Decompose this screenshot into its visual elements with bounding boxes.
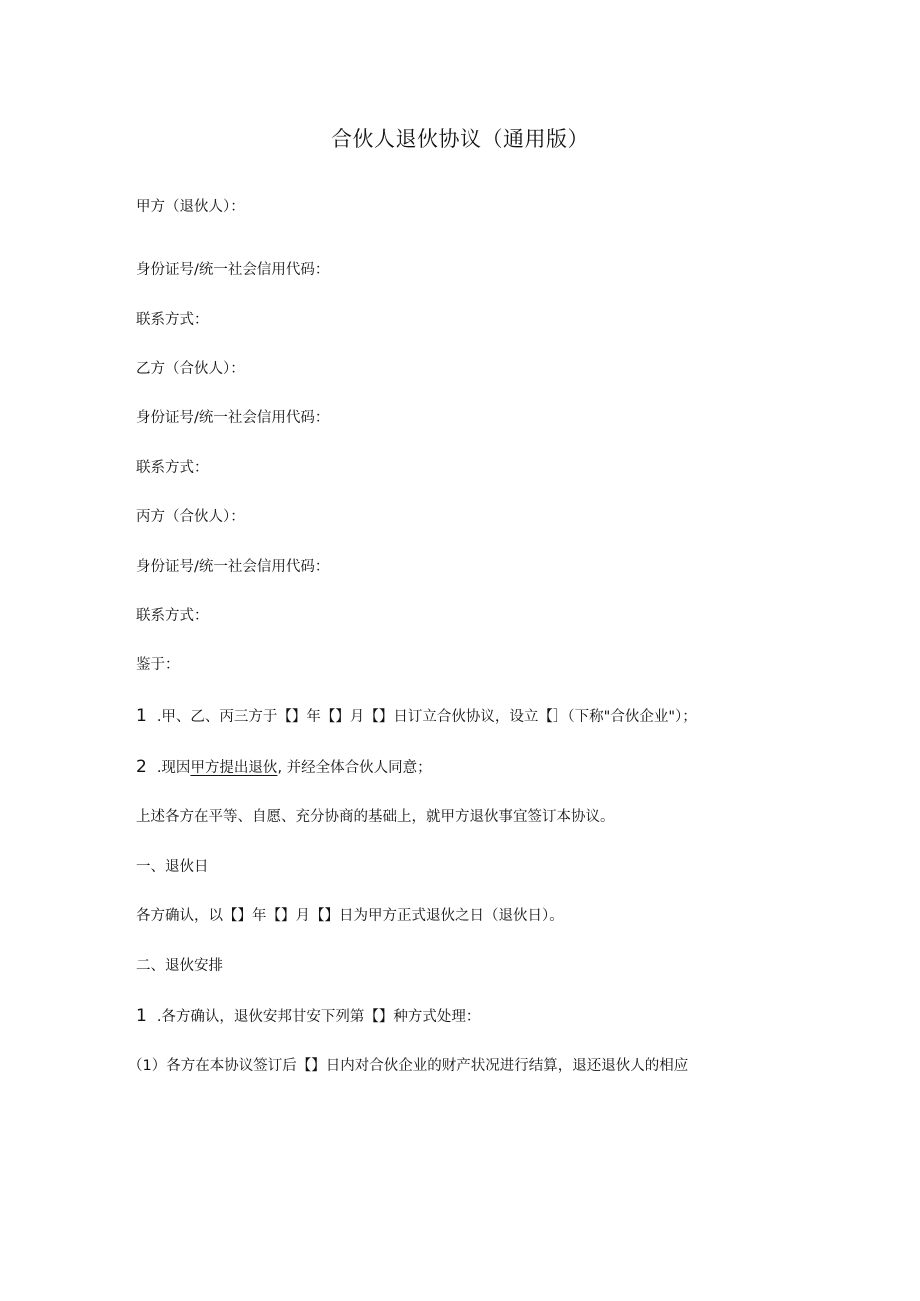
party-a-contact-label: 联系方式：: [136, 312, 209, 328]
recitals-heading: 鉴于：: [136, 657, 180, 673]
section-2-heading: 二、退伙安排: [136, 958, 223, 974]
document-title: 合伙人退伙协议（通用版）: [331, 127, 589, 151]
recital-item-2-suffix: , 并经全体合伙人同意；: [277, 760, 432, 776]
party-b-label: 乙方（合伙人）：: [136, 361, 245, 377]
recitals-conclusion: 上述各方在平等、自愿、充分协商的基础上，就甲方退伙事宜签订本协议。: [136, 809, 615, 825]
recital-item-2-prefix: .现因: [156, 760, 191, 776]
section-1-heading: 一、退伙日: [136, 859, 209, 875]
party-c-contact-label: 联系方式：: [136, 608, 209, 624]
party-a-id-label: 身份证号/统一社会信用代码：: [136, 262, 330, 278]
party-b-id-label: 身份证号/统一社会信用代码：: [136, 410, 330, 426]
party-c-id-label: 身份证号/统一社会信用代码：: [136, 559, 330, 575]
recital-item-1-number: 1: [136, 706, 147, 726]
party-b-contact-label: 联系方式：: [136, 460, 209, 476]
recital-item-1-text: .甲、乙、丙三方于【】年【】月【】日订立合伙协议，设立【］（下称"合伙企业"）；: [156, 709, 697, 725]
section-2-item-1: [136, 1006, 480, 1027]
recital-item-2-number: 2: [136, 757, 147, 777]
section-2-item-1-text: .各方确认，退伙安邦甘安下列第【】种方式处理：: [156, 1009, 481, 1025]
party-a-label: 甲方（退伙人）：: [136, 199, 245, 215]
recital-item-1: [136, 706, 697, 727]
section-1-text: 各方确认，以【】年【】月【】日为甲方正式退伙之日（退伙日）。: [136, 908, 564, 924]
section-2-item-1-number: 1: [136, 1006, 147, 1026]
recital-item-2-underlined: 甲方提出退伙: [190, 760, 278, 776]
party-c-label: 丙方（合伙人）：: [136, 509, 245, 525]
section-2-sub-item-1: （1）各方在本协议签订后【】日内对合伙企业的财产状况进行结算，退还退伙人的相应: [128, 1058, 689, 1074]
recital-item-2: [136, 757, 432, 778]
